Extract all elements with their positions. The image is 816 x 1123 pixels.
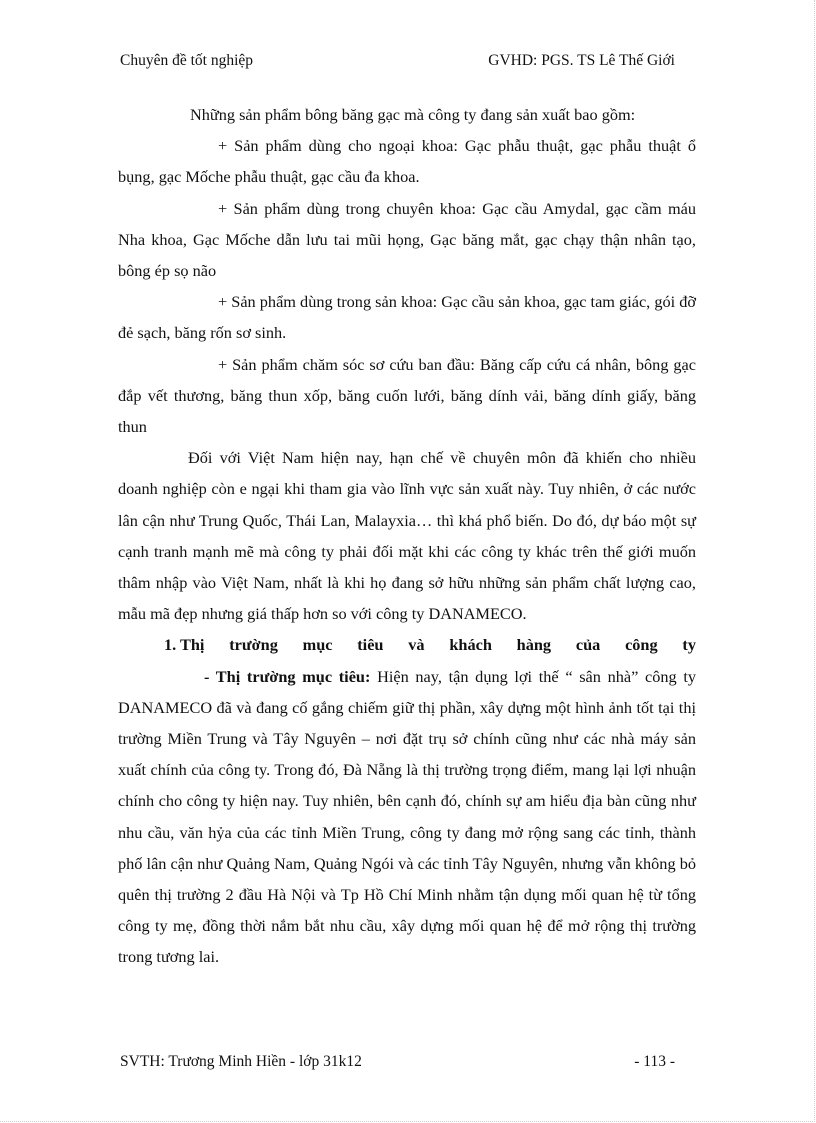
document-body xyxy=(118,99,696,973)
heading-word: 1. Thị xyxy=(164,635,205,655)
page-header xyxy=(120,52,675,70)
heading-word: khách xyxy=(449,635,492,655)
heading-word: hàng xyxy=(516,635,552,655)
target-market-label: - Thị trường mục tiêu: xyxy=(204,666,371,686)
heading-word: tiêu xyxy=(357,635,384,655)
heading-word: công xyxy=(625,635,658,655)
paragraph-competition: Đối với Việt Nam hiện nay, hạn chế về chuyên môn đã khiến cho nhiều doanh nghiệp còn e ngại khi tham gia vào lĩnh vực sản xuất này. Tuy nhiên, ở các nước lân cận như Trung Quốc, Thái Lan, Malayxia… thì khá phổ biến. Do đó, dự báo một sự cạnh tranh mạnh mẽ mà công ty phải đối mặt khi các công ty khác trên thế giới muốn thâm nhập vào Việt Nam, nhất là khi họ đang sở hữu những sản phẩm chất lượng cao, mẫu mã đẹp nhưng giá thấp hơn so với công ty DANAMECO. xyxy=(118,448,696,624)
paragraph-surgical-products: + Sản phẩm dùng cho ngoại khoa: Gạc phẫu thuật, gạc phẫu thuật ổ bụng, gạc Mốche phẫu thuật, gạc cầu đa khoa. xyxy=(118,136,696,187)
heading-word: ty xyxy=(682,635,696,655)
target-market-text: Hiện nay, tận dụng lợi thế “ sân nhà” công ty DANAMECO đã và đang cố gắng chiếm giữ thị phần, xây dựng một hình ảnh tốt tại thị trường Miền Trung và Tây Nguyên – nơi đặt trụ sở chính cũng như các nhà máy sản xuất chính của công ty. Trong đó, Đà Nẵng là thị trường trọng điểm, mang lại lợi nhuận chính cho công ty hiện nay. Tuy nhiên, bên cạnh đó, chính sự am hiểu địa bàn cũng như nhu cầu, văn hỷa của các tỉnh Miền Trung, công ty đang mở rộng sang các tỉnh, thành phố lân cận như Quảng Nam, Quảng Ngói và các tỉnh Tây Nguyên, nhưng vẫn không bỏ quên thị trường 2 đầu Hà Nội và Tp Hồ Chí Minh nhằm tận dụng mối quan hệ từ tổng công ty mẹ, đồng thời nắm bắt nhu cầu, xây dựng mối quan hệ để mở rộng thị trường trong tương lai. xyxy=(118,666,697,967)
page-footer xyxy=(120,1053,675,1071)
footer-author: SVTH: Trương Minh Hiền - lớp 31k12 xyxy=(120,1053,362,1070)
section-heading xyxy=(118,629,696,660)
heading-word: của xyxy=(575,635,601,655)
heading-word: trường xyxy=(229,635,278,655)
paragraph-first-aid-products: + Sản phẩm chăm sóc sơ cứu ban đầu: Băng cấp cứu cá nhân, bông gạc đắp vết thương, băng thun xốp, băng cuốn lưới, băng dính vải, băng dính giấy, băng thun xyxy=(118,354,696,437)
heading-word: mục xyxy=(302,635,333,655)
paragraph-intro: Những sản phẩm bông băng gạc mà công ty đang sản xuất bao gồm: xyxy=(190,105,636,124)
page-number: - 113 - xyxy=(634,1053,675,1070)
paragraph-target-market xyxy=(118,661,696,973)
paragraph-specialty-products: + Sản phẩm dùng trong chuyên khoa: Gạc cầu Amydal, gạc cầm máu Nha khoa, Gạc Mốche dẫn lưu tai mũi họng, Gạc băng mắt, gạc chạy thận nhân tạo, bông ép sọ não xyxy=(118,198,696,281)
header-left: Chuyên đề tốt nghiệp xyxy=(120,52,254,69)
paragraph-obstetric-products: + Sản phẩm dùng trong sản khoa: Gạc cầu sản khoa, gạc tam giác, gói đỡ đẻ sạch, băng rốn sơ sinh. xyxy=(118,292,696,343)
heading-word: và xyxy=(408,635,425,655)
header-right: GVHD: PGS. TS Lê Thế Giới xyxy=(488,52,675,69)
